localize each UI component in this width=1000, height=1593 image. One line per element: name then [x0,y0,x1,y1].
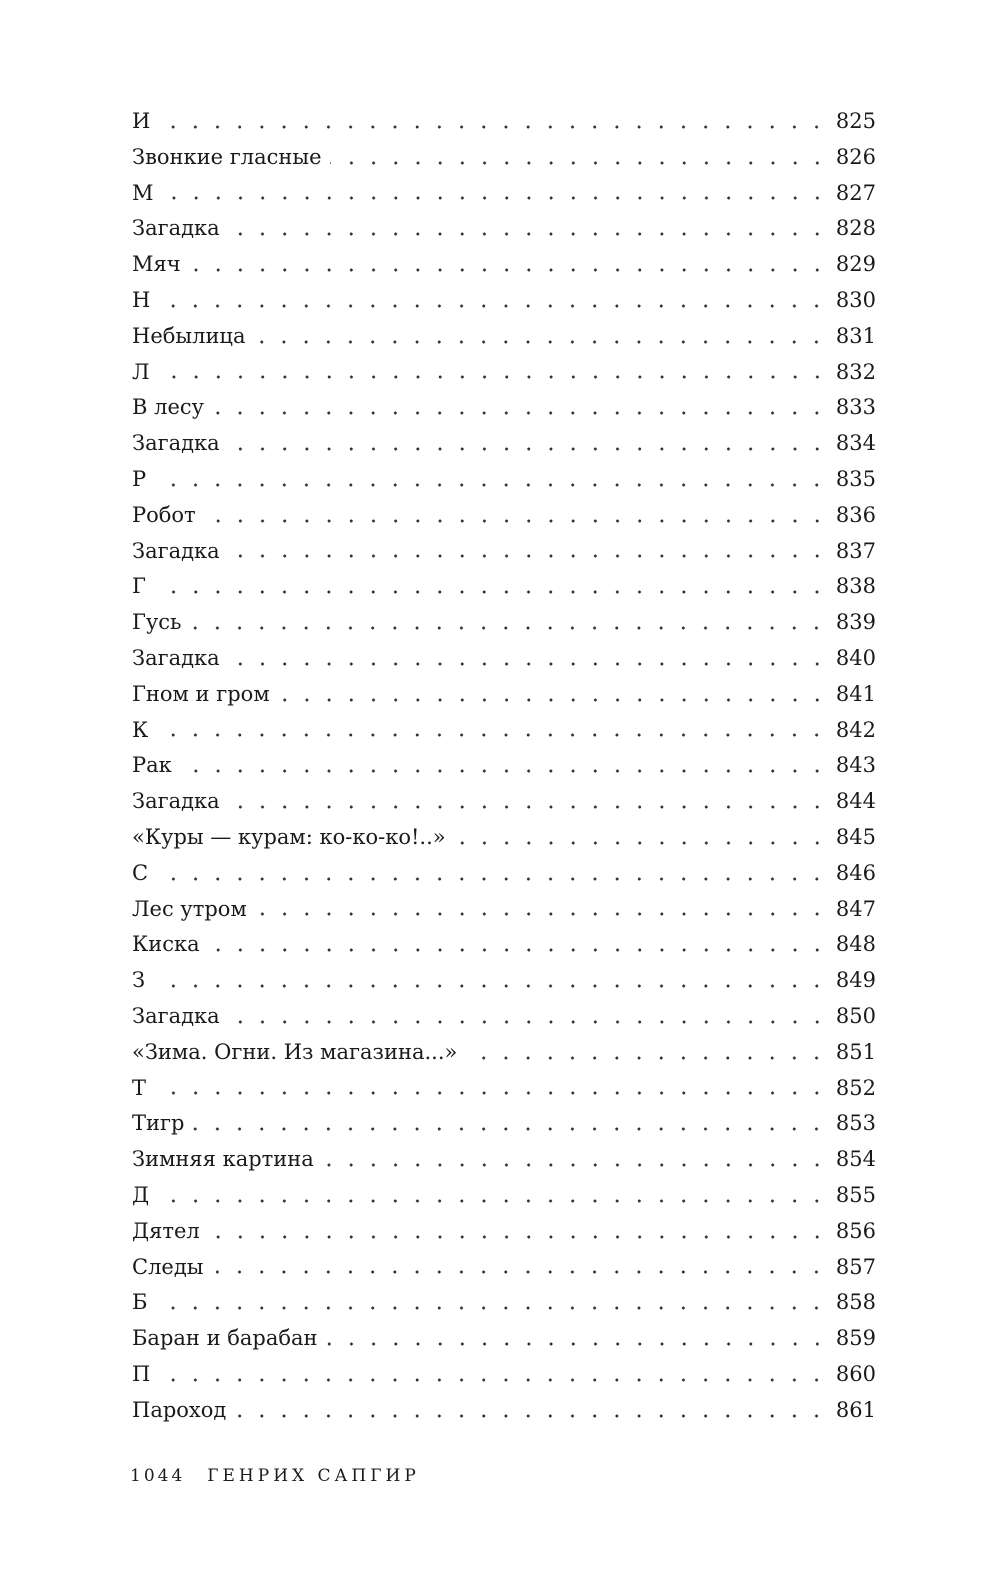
toc-entry-title: Гусь [132,610,182,635]
dot-leader [208,947,828,953]
toc-entry-title: Т [132,1075,147,1100]
toc-entry [132,534,876,570]
toc-entry-title: К [132,717,149,742]
dot-leader [180,768,828,774]
toc-entry-title: Л [132,359,150,384]
dot-leader [192,1126,828,1132]
toc-entry-title: З [132,968,146,993]
dot-leader [208,1234,828,1240]
toc-entry-page: 833 [835,395,876,420]
toc-entry-page: 856 [835,1218,876,1243]
toc-entry-title: Н [132,287,151,312]
dot-leader [158,124,828,130]
toc-entry-page: 834 [835,431,876,456]
toc-entry [132,1250,876,1286]
toc-entry-title: Киска [132,932,200,957]
toc-entry [132,748,876,784]
table-of-contents [132,104,876,1428]
toc-entry [132,426,876,462]
toc-entry [132,1035,876,1071]
toc-entry-page: 851 [835,1039,876,1064]
dot-leader [326,1341,828,1347]
dot-leader [211,1269,828,1275]
toc-entry [132,1321,876,1357]
dot-leader [156,876,828,882]
toc-entry [132,856,876,892]
toc-entry [132,820,876,856]
toc-entry-title: Лес утром [132,896,247,921]
dot-leader [189,625,828,631]
dot-leader [228,1019,828,1025]
dot-leader [234,1413,828,1419]
dot-leader [253,339,828,345]
toc-entry [132,999,876,1035]
toc-entry-page: 840 [835,645,876,670]
dot-leader [154,1090,828,1096]
toc-entry-page: 850 [835,1003,876,1028]
toc-entry [132,605,876,641]
dot-leader [228,553,828,559]
toc-entry-page: 836 [835,502,876,527]
toc-entry-title: С [132,860,149,885]
toc-entry [132,1214,876,1250]
page-number: 1044 [130,1466,186,1486]
toc-entry-title: Баран и барабан [132,1326,318,1351]
toc-entry-page: 846 [835,860,876,885]
toc-entry-title: Зимняя картина [132,1147,314,1172]
toc-entry-title: Следы [132,1254,204,1279]
toc-entry-page: 848 [835,932,876,957]
toc-entry [132,1178,876,1214]
toc-entry-page: 841 [835,681,876,706]
toc-entry-title: Загадка [132,431,220,456]
toc-entry [132,283,876,319]
toc-entry-title: П [132,1361,151,1386]
toc-entry [132,355,876,391]
dot-leader [212,410,828,416]
toc-entry-title: В лесу [132,395,204,420]
toc-entry [132,498,876,534]
toc-entry-title: Р [132,466,147,491]
toc-entry-page: 854 [835,1147,876,1172]
toc-entry [132,927,876,963]
toc-entry [132,211,876,247]
dot-leader [330,160,828,166]
toc-entry-page: 828 [835,216,876,241]
toc-entry-title: Загадка [132,789,220,814]
dot-leader [204,518,828,524]
dot-leader [154,589,828,595]
toc-entry-page: 839 [835,610,876,635]
toc-entry-title: Тигр [132,1111,185,1136]
toc-entry-title: Д [132,1182,150,1207]
toc-entry [132,319,876,355]
toc-entry-title: Робот [132,502,196,527]
toc-entry-title: Загадка [132,538,220,563]
toc-entry-page: 849 [835,968,876,993]
dot-leader [162,195,828,201]
toc-entry [132,641,876,677]
toc-entry-title: М [132,180,154,205]
toc-entry [132,462,876,498]
toc-entry-page: 827 [835,180,876,205]
toc-entry-page: 825 [835,109,876,133]
dot-leader [158,303,828,309]
toc-entry-page: 855 [835,1182,876,1207]
toc-entry-title: Г [132,574,146,599]
toc-entry-page: 852 [835,1075,876,1100]
toc-entry-page: 843 [835,753,876,778]
toc-entry-title: «Куры — курам: ко-ко-ко!..» [132,824,446,849]
toc-entry-page: 847 [835,896,876,921]
toc-entry [132,713,876,749]
toc-entry-page: 845 [835,824,876,849]
toc-entry-title: Загадка [132,645,220,670]
toc-entry-title: Мяч [132,252,181,277]
toc-entry [132,677,876,713]
toc-entry [132,1142,876,1178]
toc-entry [132,1393,876,1429]
dot-leader [154,482,828,488]
toc-entry-page: 853 [835,1111,876,1136]
dot-leader [157,1198,828,1204]
toc-entry-page: 831 [835,323,876,348]
dot-leader [255,911,828,917]
toc-entry [132,1285,876,1321]
dot-leader [189,267,828,273]
toc-entry-title: Загадка [132,1003,220,1028]
toc-entry-title: Пароход [132,1397,227,1422]
toc-entry-title: Небылица [132,323,246,348]
toc-entry-page: 832 [835,359,876,384]
toc-entry [132,569,876,605]
toc-entry-page: 829 [835,252,876,277]
toc-entry [132,390,876,426]
dot-leader [278,697,828,703]
dot-leader [228,446,828,452]
toc-entry [132,176,876,212]
toc-entry-page: 858 [835,1290,876,1315]
toc-entry-page: 844 [835,789,876,814]
toc-entry-page: 859 [835,1326,876,1351]
toc-entry-page: 842 [835,717,876,742]
dot-leader [156,732,828,738]
dot-leader [155,1305,828,1311]
toc-entry-page: 835 [835,466,876,491]
dot-leader [228,804,828,810]
running-author: ГЕНРИХ САПГИР [207,1466,420,1486]
dot-leader [322,1162,828,1168]
toc-entry [132,784,876,820]
dot-leader [158,374,828,380]
toc-entry-page: 860 [835,1361,876,1386]
toc-entry [132,892,876,928]
toc-entry-title: «Зима. Огни. Из магазина...» [132,1039,458,1064]
toc-entry-title: Рак [132,753,172,778]
toc-entry-title: Загадка [132,216,220,241]
toc-entry-title: Б [132,1290,148,1315]
dot-leader [153,983,828,989]
toc-entry [132,247,876,283]
toc-entry-page: 830 [835,287,876,312]
toc-entry-page: 838 [835,574,876,599]
toc-entry-title: Звонкие гласные [132,144,322,169]
dot-leader [158,1377,828,1383]
toc-entry [132,104,876,140]
dot-leader [228,231,828,237]
toc-entry-page: 826 [835,144,876,169]
toc-entry-page: 857 [835,1254,876,1279]
dot-leader [465,1055,828,1061]
toc-entry [132,140,876,176]
toc-entry-title: И [132,109,151,133]
dot-leader [454,840,828,846]
toc-entry [132,963,876,999]
toc-entry-page: 837 [835,538,876,563]
toc-entry [132,1357,876,1393]
dot-leader [228,661,828,667]
toc-entry [132,1106,876,1142]
toc-entry-page: 861 [835,1397,876,1422]
toc-entry-title: Дятел [132,1218,200,1243]
toc-entry-title: Гном и гром [132,681,270,706]
page-footer [130,1466,420,1486]
toc-entry [132,1071,876,1107]
